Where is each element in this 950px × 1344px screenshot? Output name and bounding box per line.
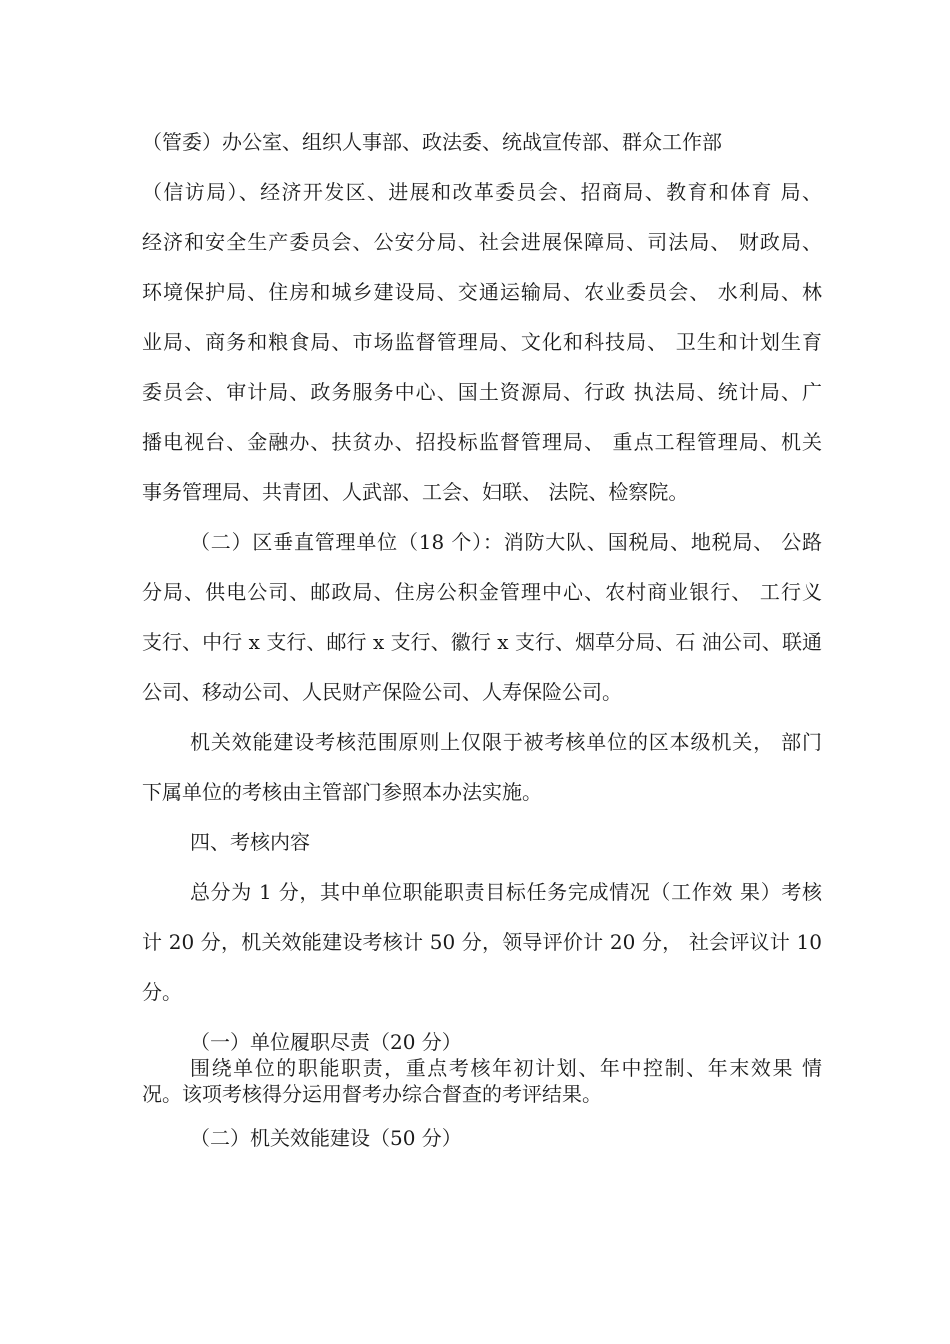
text-line: 支行、中行 x 支行、邮行 x 支行、徽行 x 支行、烟草分局、石 油公司、联通 <box>142 630 822 654</box>
text-line: 事务管理局、共青团、人武部、工会、妇联、 法院、检察院。 <box>142 480 689 504</box>
text-line: 经济和安全生产委员会、公安分局、社会进展保障局、司法局、 财政局、 <box>142 230 822 254</box>
section-heading: （二）机关效能建设（50 分） <box>190 1126 462 1150</box>
text-line: 播电视台、金融办、扶贫办、招投标监督管理局、 重点工程管理局、机关 <box>142 430 822 454</box>
text-line: 分局、供电公司、邮政局、住房公积金管理中心、农村商业银行、 工行义 <box>142 580 822 604</box>
section-heading: （一）单位履职尽责（20 分） <box>190 1030 462 1054</box>
text-line: 环境保护局、住房和城乡建设局、交通运输局、农业委员会、 水利局、林 <box>142 280 822 304</box>
text-line: （管委）办公室、组织人事部、政法委、统战宣传部、群众工作部 <box>142 130 722 154</box>
text-line: 委员会、审计局、政务服务中心、国土资源局、行政 执法局、统计局、广 <box>142 380 822 404</box>
text-line: 况。该项考核得分运用督考办综合督查的考评结果。 <box>142 1082 602 1106</box>
text-line: 公司、移动公司、人民财产保险公司、人寿保险公司。 <box>142 680 622 704</box>
text-line: （信访局）、经济开发区、进展和改革委员会、招商局、教育和体育 局、 <box>142 180 822 204</box>
section-heading: （二）区垂直管理单位（18 个）：消防大队、国税局、地税局、 公路 <box>190 530 822 554</box>
text-line: 业局、商务和粮食局、市场监督管理局、文化和科技局、 卫生和计划生育 <box>142 330 822 354</box>
text-line: 围绕单位的职能职责，重点考核年初计划、年中控制、年末效果 情 <box>190 1056 822 1080</box>
text-line: 下属单位的考核由主管部门参照本办法实施。 <box>142 780 542 804</box>
text-line: 机关效能建设考核范围原则上仅限于被考核单位的区本级机关， 部门 <box>190 730 822 754</box>
text-line: 分。 <box>142 980 182 1004</box>
section-heading: 四、考核内容 <box>190 830 310 854</box>
text-line: 计 20 分，机关效能建设考核计 50 分，领导评价计 20 分， 社会评议计 10 <box>142 930 822 954</box>
text-line: 总分为 1 分，其中单位职能职责目标任务完成情况（工作效 果）考核 <box>190 880 822 904</box>
